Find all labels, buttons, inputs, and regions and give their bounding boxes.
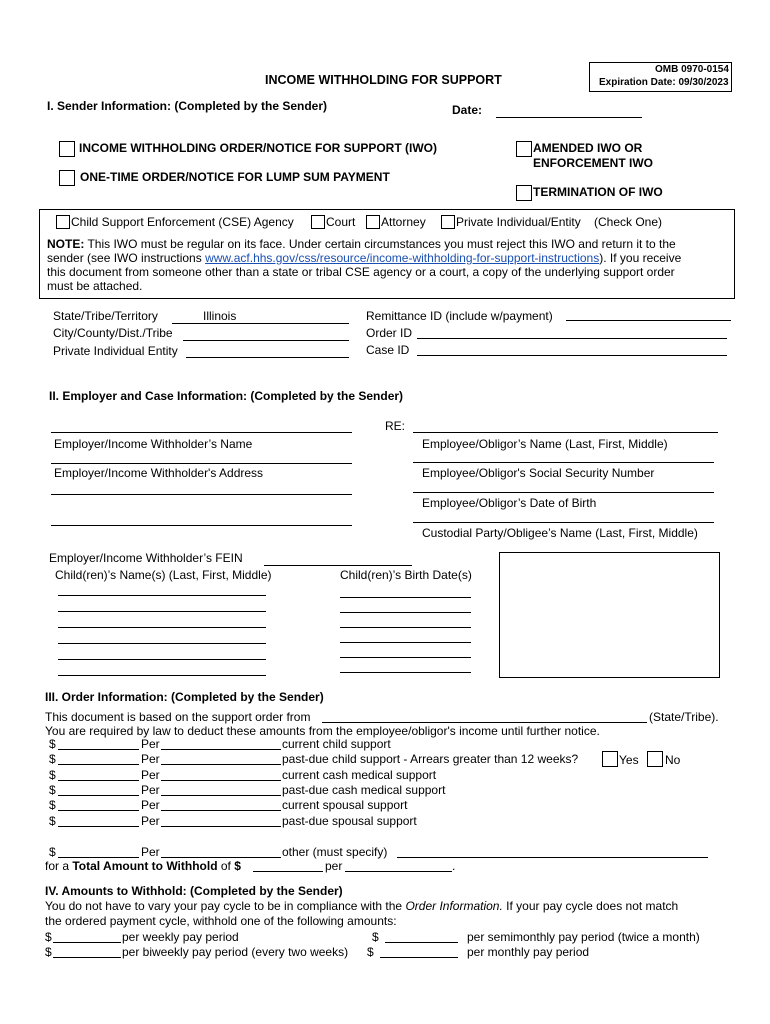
- amount-item-label: current child support: [282, 737, 391, 751]
- biweekly-amount-field[interactable]: [53, 957, 121, 958]
- note-label: NOTE:: [47, 237, 85, 251]
- note-line4: must be attached.: [47, 279, 143, 293]
- state-label: State/Tribe/Territory: [53, 309, 158, 323]
- iwo-checkbox[interactable]: [59, 141, 75, 157]
- total-label: Total Amount to Withhold: [72, 859, 218, 873]
- order-id-field[interactable]: [417, 338, 727, 339]
- amount-per: Per: [141, 783, 160, 797]
- check-one-label: (Check One): [594, 215, 663, 229]
- semimonthly-amount-field[interactable]: [385, 942, 458, 943]
- order-id-label: Order ID: [366, 326, 413, 340]
- child-name-field[interactable]: [58, 611, 266, 612]
- section4-line2: the ordered payment cycle, withhold one of the following amounts:: [45, 914, 397, 928]
- case-id-field[interactable]: [417, 355, 727, 356]
- amount-per: Per: [141, 814, 160, 828]
- barcode-box: [499, 552, 720, 678]
- amount-per: Per: [141, 798, 160, 812]
- total-of: of: [217, 859, 235, 873]
- note-text1: This IWO must be regular on its face. Under certain circumstances you must reject this IWO and return it to the: [87, 237, 676, 251]
- amount-per-field[interactable]: [161, 795, 281, 796]
- amount-field[interactable]: [58, 749, 139, 750]
- employer-address-field-1[interactable]: [51, 463, 352, 464]
- monthly-dollar: $: [367, 945, 374, 959]
- total-per: per: [325, 859, 343, 873]
- note-line2: [47, 251, 681, 265]
- employer-address-field-3[interactable]: [51, 525, 352, 526]
- amended-checkbox[interactable]: [516, 141, 532, 157]
- private-label: Private Individual/Entity: [456, 215, 581, 229]
- employer-address-label: Employer/Income Withholder's Address: [54, 466, 264, 480]
- re-label: RE:: [385, 419, 406, 433]
- amount-per: Per: [141, 737, 160, 751]
- other-dollar: $: [49, 845, 56, 859]
- amount-item-label: current spousal support: [282, 798, 408, 812]
- amount-per-field[interactable]: [161, 826, 281, 827]
- section4-line1-post: If your pay cycle does not match: [502, 899, 679, 913]
- section3-heading: III. Order Information: (Completed by the Sender): [45, 690, 324, 704]
- child-dob-field[interactable]: [340, 642, 471, 643]
- other-label: other (must specify): [282, 845, 388, 859]
- amount-per-field[interactable]: [161, 780, 281, 781]
- child-dob-field[interactable]: [340, 597, 471, 598]
- amount-item-label: current cash medical support: [282, 768, 437, 782]
- amount-field[interactable]: [58, 810, 139, 811]
- semimonthly-label: per semimonthly pay period (twice a month): [467, 930, 700, 944]
- biweekly-label: per biweekly pay period (every two weeks): [122, 945, 349, 959]
- section4-line1-italic: Order Information.: [405, 899, 503, 913]
- attorney-checkbox[interactable]: [366, 215, 380, 229]
- section1-heading: I. Sender Information: (Completed by the Sender): [47, 99, 328, 113]
- city-field[interactable]: [183, 340, 349, 341]
- state-value: Illinois: [203, 309, 237, 323]
- total-pre: for a: [45, 859, 73, 873]
- total-end: .: [452, 859, 456, 873]
- court-label: Court: [326, 215, 356, 229]
- amount-field[interactable]: [58, 795, 139, 796]
- amount-item-label: past-due cash medical support: [282, 783, 446, 797]
- total-amount-field[interactable]: [253, 871, 323, 872]
- employer-address-field-2[interactable]: [51, 494, 352, 495]
- other-per-field[interactable]: [161, 857, 281, 858]
- child-dob-field[interactable]: [340, 627, 471, 628]
- employee-ssn-label: Employee/Obligor's Social Security Number: [422, 466, 655, 480]
- amount-dollar: $: [49, 768, 56, 782]
- case-id-label: Case ID: [366, 343, 410, 357]
- attorney-label: Attorney: [381, 215, 426, 229]
- total-line: [45, 859, 241, 873]
- cse-label: Child Support Enforcement (CSE) Agency: [71, 215, 294, 229]
- arrears-no-checkbox[interactable]: [647, 751, 663, 767]
- child-dob-field[interactable]: [340, 657, 471, 658]
- amount-item-label: past-due spousal support: [282, 814, 417, 828]
- section2-heading: II. Employer and Case Information: (Completed by the Sender): [49, 389, 404, 403]
- children-dob-label: Child(ren)’s Birth Date(s): [340, 568, 472, 582]
- child-name-field[interactable]: [58, 627, 266, 628]
- iwo-instructions-link[interactable]: www.acf.hhs.gov/css/resource/income-withholding-for-support-instructions: [205, 251, 600, 265]
- cse-checkbox[interactable]: [56, 215, 70, 229]
- amount-field[interactable]: [58, 764, 139, 765]
- semimonthly-dollar: $: [372, 930, 379, 944]
- total-dollar: $: [234, 859, 241, 873]
- amount-per: Per: [141, 768, 160, 782]
- fein-field[interactable]: [264, 565, 412, 566]
- required-text: You are required by law to deduct these amounts from the employee/obligor's income until further notice.: [45, 724, 600, 738]
- amount-dollar: $: [49, 798, 56, 812]
- note-line1: [47, 237, 676, 251]
- child-name-field[interactable]: [58, 659, 266, 660]
- omb-number: OMB 0970-0154: [655, 64, 729, 75]
- children-names-label: Child(ren)’s Name(s) (Last, First, Middle): [55, 568, 272, 582]
- amount-field[interactable]: [58, 780, 139, 781]
- re-field[interactable]: [413, 432, 718, 433]
- amount-dollar: $: [49, 814, 56, 828]
- amount-per-field[interactable]: [161, 764, 281, 765]
- total-per-field[interactable]: [345, 871, 452, 872]
- weekly-label: per weekly pay period: [122, 930, 239, 944]
- amended-label-line1: AMENDED IWO OR: [533, 141, 643, 155]
- fein-label: Employer/Income Withholder’s FEIN: [49, 551, 243, 565]
- state-field-line[interactable]: [172, 323, 349, 324]
- arrears-no-label: No: [665, 753, 681, 767]
- order-state-field[interactable]: [322, 722, 647, 723]
- lump-sum-label: ONE-TIME ORDER/NOTICE FOR LUMP SUM PAYMENT: [80, 170, 390, 184]
- state-tribe-label: (State/Tribe).: [649, 710, 719, 724]
- omb-expiration: Expiration Date: 09/30/2023: [599, 77, 729, 88]
- weekly-dollar: $: [45, 930, 52, 944]
- amount-field[interactable]: [58, 826, 139, 827]
- employer-name-label: Employer/Income Withholder’s Name: [54, 437, 253, 451]
- city-label: City/County/Dist./Tribe: [53, 326, 173, 340]
- note-text2-post: ). If you receive: [599, 251, 682, 265]
- child-name-field[interactable]: [58, 595, 266, 596]
- employee-dob-field[interactable]: [413, 492, 714, 493]
- private-entity-field[interactable]: [186, 357, 349, 358]
- note-line3: this document from someone other than a state or tribal CSE agency or a court, a copy of the underlying support order: [47, 265, 675, 279]
- employee-dob-label: Employee/Obligor’s Date of Birth: [422, 496, 597, 510]
- iwo-label: INCOME WITHHOLDING ORDER/NOTICE FOR SUPPORT (IWO): [79, 141, 437, 155]
- custodial-field[interactable]: [413, 522, 714, 523]
- lump-sum-checkbox[interactable]: [59, 170, 75, 186]
- remittance-label: Remittance ID (include w/payment): [366, 309, 553, 323]
- private-entity-label: Private Individual Entity: [53, 344, 178, 358]
- child-dob-field[interactable]: [340, 672, 471, 673]
- monthly-label: per monthly pay period: [467, 945, 590, 959]
- arrears-yes-checkbox[interactable]: [602, 751, 618, 767]
- custodial-label: Custodial Party/Obligee’s Name (Last, First, Middle): [422, 526, 698, 540]
- other-specify-field[interactable]: [397, 857, 708, 858]
- form-title: INCOME WITHHOLDING FOR SUPPORT: [265, 73, 502, 87]
- other-amount-field[interactable]: [58, 857, 139, 858]
- note-text2-pre: sender (see IWO instructions: [47, 251, 206, 265]
- monthly-amount-field[interactable]: [380, 957, 458, 958]
- amount-dollar: $: [49, 737, 56, 751]
- date-label: Date:: [452, 103, 483, 117]
- arrears-yes-label: Yes: [619, 753, 639, 767]
- child-name-field[interactable]: [58, 643, 266, 644]
- section4-heading: IV. Amounts to Withhold: (Completed by the Sender): [45, 884, 343, 898]
- biweekly-dollar: $: [45, 945, 52, 959]
- termination-checkbox[interactable]: [516, 185, 532, 201]
- other-per: Per: [141, 845, 160, 859]
- based-on-label: This document is based on the support order from: [45, 710, 311, 724]
- section4-line1-pre: You do not have to vary your pay cycle to be in compliance with the: [45, 899, 406, 913]
- date-field[interactable]: [496, 117, 642, 118]
- child-dob-field[interactable]: [340, 612, 471, 613]
- employer-name-field[interactable]: [51, 432, 352, 433]
- amount-per: Per: [141, 752, 160, 766]
- termination-label: TERMINATION OF IWO: [533, 185, 663, 199]
- weekly-amount-field[interactable]: [53, 942, 121, 943]
- private-checkbox[interactable]: [441, 215, 455, 229]
- employee-name-label: Employee/Obligor’s Name (Last, First, Middle): [422, 437, 668, 451]
- section4-line1: [45, 899, 678, 913]
- amount-item-label: past-due child support - Arrears greater than 12 weeks?: [282, 752, 579, 766]
- amount-dollar: $: [49, 752, 56, 766]
- amount-per-field[interactable]: [161, 749, 281, 750]
- amount-per-field[interactable]: [161, 810, 281, 811]
- amended-label-line2: ENFORCEMENT IWO: [533, 156, 653, 170]
- amount-dollar: $: [49, 783, 56, 797]
- child-name-field[interactable]: [58, 675, 266, 676]
- remittance-field[interactable]: [566, 320, 731, 321]
- court-checkbox[interactable]: [311, 215, 325, 229]
- employee-ssn-field[interactable]: [413, 462, 714, 463]
